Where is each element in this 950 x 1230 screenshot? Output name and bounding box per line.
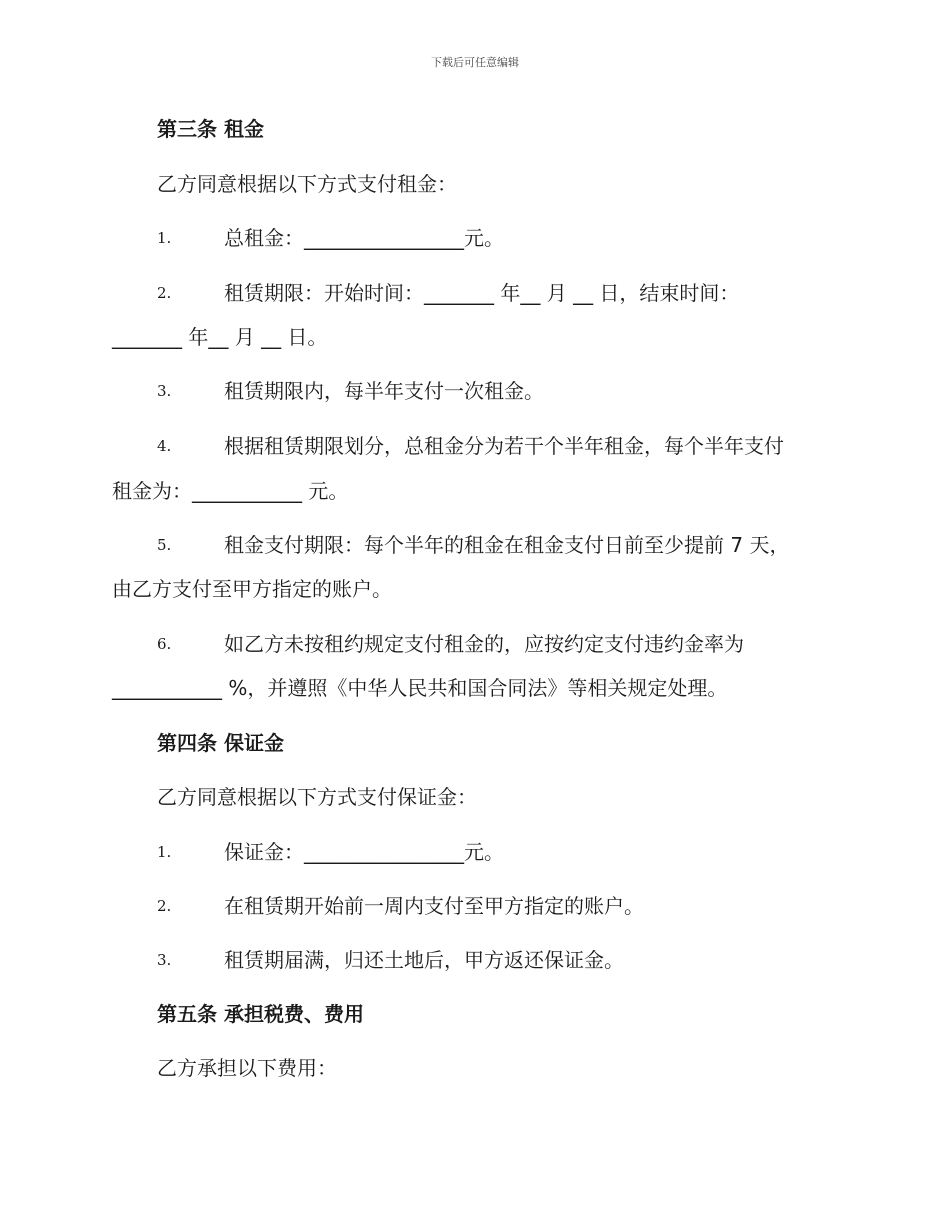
item-continuation: ___________ %，并遵照《中华人民共和国合同法》等相关规定处理。 bbox=[112, 676, 728, 700]
item-continuation: _______ 年__ 月 __ 日。 bbox=[112, 325, 328, 349]
item-number: 6. bbox=[157, 635, 172, 653]
article-5-intro: 乙方承担以下费用： bbox=[157, 1056, 337, 1080]
page-header: 下载后可任意编辑 bbox=[431, 56, 519, 69]
item-text: 总租金：________________元。 bbox=[224, 226, 504, 250]
item-text: 租赁期限：开始时间：_______ 年__ 月 __ 日，结束时间： bbox=[224, 281, 740, 305]
article-4-title: 第四条 保证金 bbox=[157, 731, 284, 755]
item-number: 5. bbox=[157, 536, 172, 554]
item-text: 租金支付期限：每个半年的租金在租金支付日前至少提前 7 天， bbox=[224, 533, 790, 557]
item-text: 保证金：________________元。 bbox=[224, 840, 504, 864]
article-4-intro: 乙方同意根据以下方式支付保证金： bbox=[157, 785, 477, 809]
article-3-intro: 乙方同意根据以下方式支付租金： bbox=[157, 172, 457, 196]
item-number: 1. bbox=[157, 843, 172, 861]
item-number: 1. bbox=[157, 229, 172, 247]
item-number: 2. bbox=[157, 284, 172, 302]
item-text: 如乙方未按租约规定支付租金的，应按约定支付违约金率为 bbox=[224, 632, 744, 656]
article-5-title: 第五条 承担税费、费用 bbox=[157, 1002, 364, 1026]
item-text: 在租赁期开始前一周内支付至甲方指定的账户。 bbox=[224, 894, 644, 918]
item-continuation: 租金为：___________ 元。 bbox=[112, 479, 349, 503]
item-text: 租赁期限内，每半年支付一次租金。 bbox=[224, 379, 544, 403]
item-number: 2. bbox=[157, 897, 172, 915]
article-3-title: 第三条 租金 bbox=[157, 117, 264, 141]
item-number: 4. bbox=[157, 437, 172, 455]
item-text: 租赁期届满，归还土地后，甲方返还保证金。 bbox=[224, 948, 624, 972]
item-continuation: 由乙方支付至甲方指定的账户。 bbox=[112, 577, 392, 601]
item-number: 3. bbox=[157, 951, 172, 969]
item-number: 3. bbox=[157, 382, 172, 400]
item-text: 根据租赁期限划分，总租金分为若干个半年租金，每个半年支付 bbox=[224, 434, 784, 458]
